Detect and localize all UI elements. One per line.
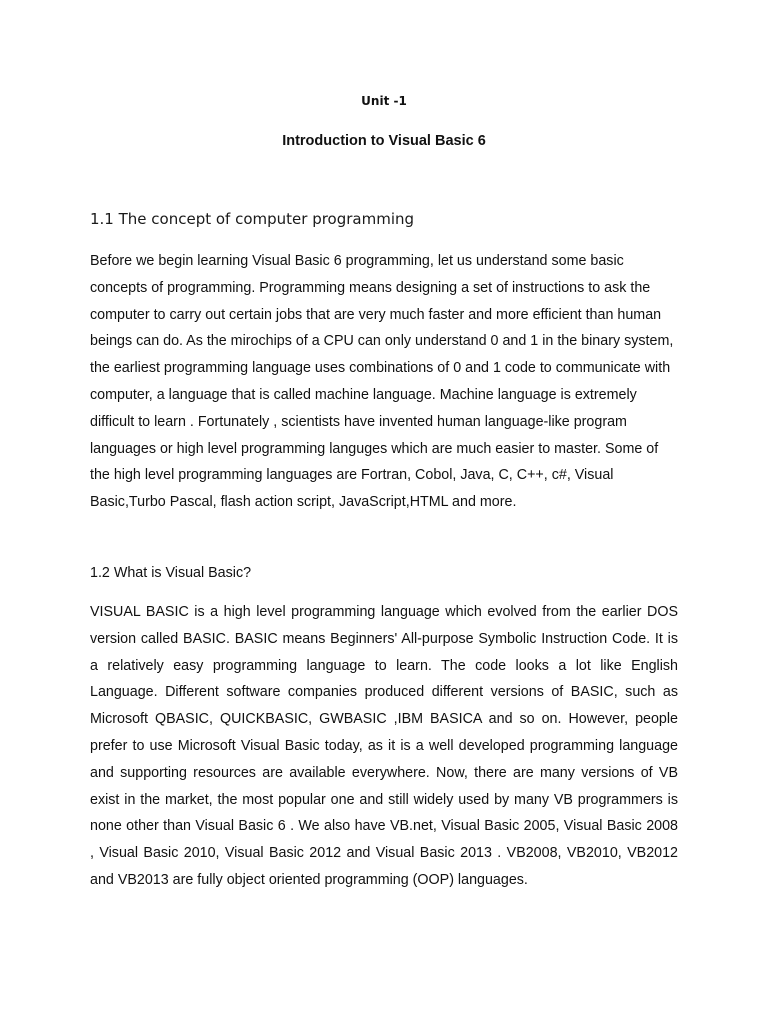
page-title: Introduction to Visual Basic 6	[282, 133, 486, 149]
section-1-heading: 1.1 The concept of computer programming	[90, 210, 415, 228]
section-1-paragraph: Before we begin learning Visual Basic 6 programming, let us understand some basic concepts of programming. Programming means designing a set of instructions to ask the computer to carry out certain jobs that are very much faster and more efficient than human beings can do. As the mirochips of a CPU can only understand 0 and 1 in the binary system, the earliest programming language uses combinations of 0 and 1 code to communicate with computer, a language that is called machine language. Machine language is extremely difficult to learn . Fortunately , scientists have invented human language-like program languages or high level programming languges which are much easier to master. Some of the high level programming languages are Fortran, Cobol, Java, C, C++, c#, Visual Basic,Turbo Pascal, flash action script, JavaScript,HTML and more.	[90, 253, 674, 511]
section-2-heading: 1.2 What is Visual Basic?	[90, 565, 252, 581]
unit-label: Unit -1	[361, 94, 407, 108]
section-2-paragraph: VISUAL BASIC is a high level programming language which evolved from the earlier DOS version called BASIC. BASIC means Beginners' All-purpose Symbolic Instruction Code. It is a relatively easy programming language to learn. The code looks a lot like English Language. Different software companies produced different versions of BASIC, such as Microsoft QBASIC, QUICKBASIC, GWBASIC ,IBM BASICA and so on. However, people prefer to use Microsoft Visual Basic today, as it is a well developed programming language and supporting resources are available everywhere. Now, there are many versions of VB exist in the market, the most popular one and still widely used by many VB programmers is none other than Visual Basic 6 . We also have VB.net, Visual Basic 2005, Visual Basic 2008 , Visual Basic 2010, Visual Basic 2012 and Visual Basic 2013 . VB2008, VB2010, VB2012 and VB2013 are fully object oriented programming (OOP) languages.	[90, 604, 678, 888]
